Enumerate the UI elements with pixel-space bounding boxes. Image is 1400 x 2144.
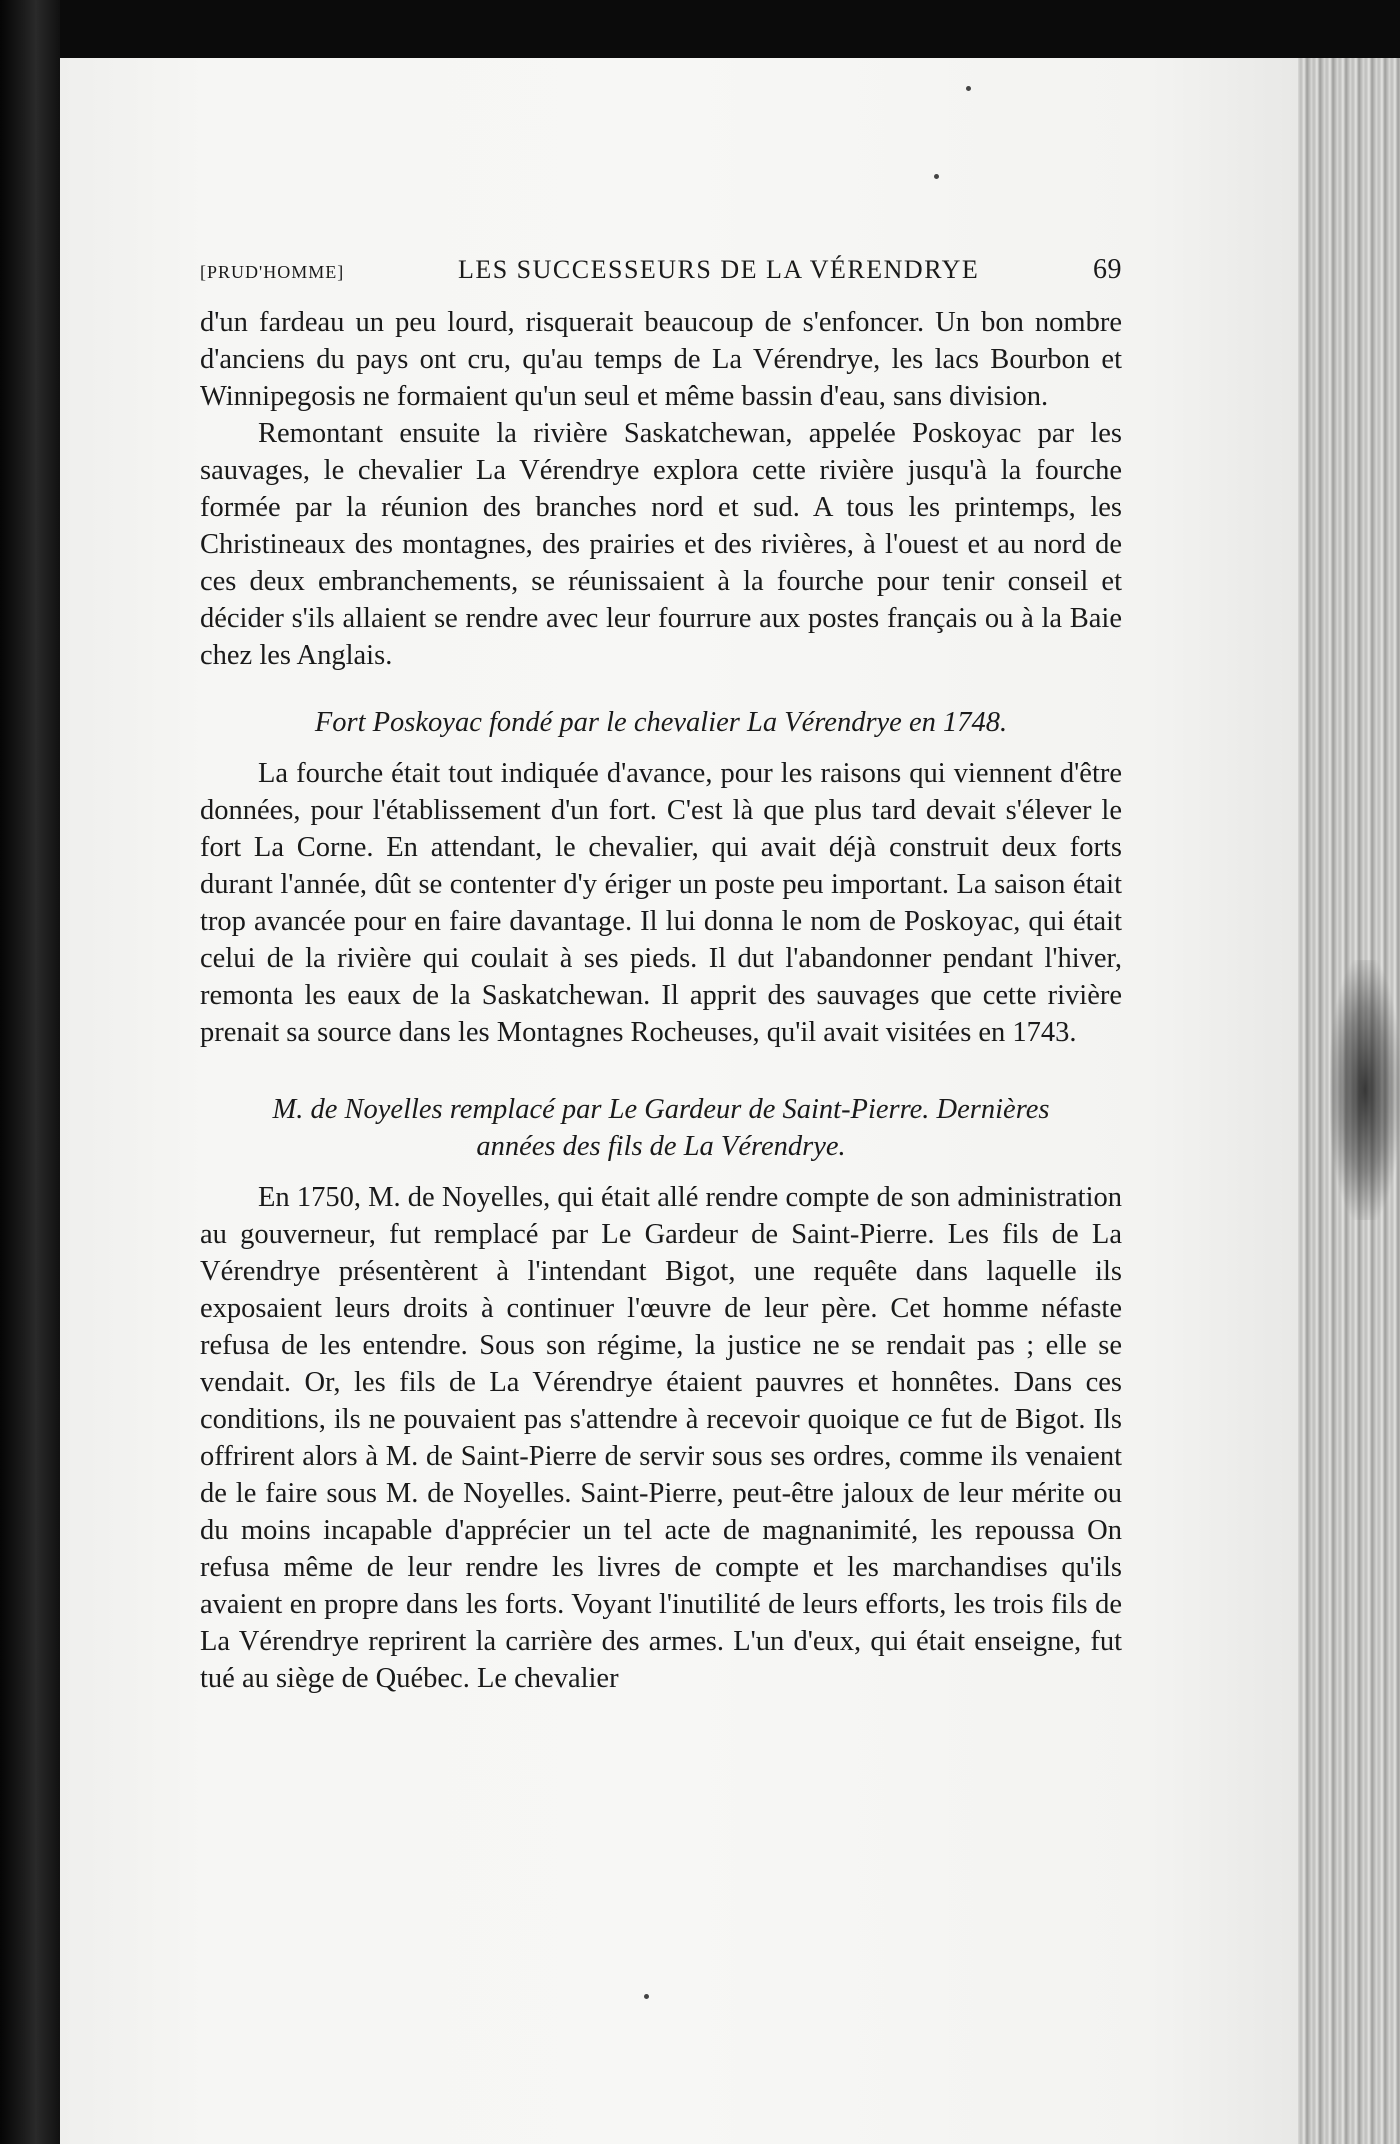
section-heading-line: M. de Noyelles remplacé par Le Gardeur de Saint-Pierre. Dernières xyxy=(272,1094,1050,1125)
paragraph: La fourche était tout indiquée d'avance, pour les raisons qui viennent d'être données, pour l'établissement d'un fort. C'est là que plus tard devait s'élever le fort La Corne. En attendant, le chevalier, qui avait déjà construit deux forts durant l'année, dût se contenter d'y ériger un poste peu important. La saison était trop avancée pour en faire davantage. Il lui donna le nom de Poskoyac, qui était celui de la rivière qui coulait à ses pieds. Il dut l'abandonner pendant l'hiver, remonta les eaux de la Saskatchewan. Il apprit des sauvages que cette rivière prenait sa source dans les Montagnes Rocheuses, qu'il avait visitées en 1743. xyxy=(200,758,1122,1048)
body-text xyxy=(200,304,1122,1697)
section-heading: Fort Poskoyac fondé par le chevalier La Vérendrye en 1748. xyxy=(314,707,1008,738)
film-border xyxy=(0,0,60,2144)
running-head-author: [PRUD'HOMME] xyxy=(200,262,345,282)
text-block xyxy=(200,254,1122,1697)
dust-speck xyxy=(644,1994,649,1999)
dust-speck xyxy=(966,86,971,91)
edge-stain xyxy=(1330,960,1400,1220)
running-head xyxy=(200,254,1122,286)
paragraph: Remontant ensuite la rivière Saskatchewan, appelée Poskoyac par les sauvages, le chevalier La Vérendrye explora cette rivière jusqu'à la fourche formée par la réunion des branches nord et sud. A tous les printemps, les Christineaux des montagnes, des prairies et des rivières, à l'ouest et au nord de ces deux embranchements, se réunissaient à la fourche pour tenir conseil et décider s'ils allaient se rendre avec leur fourrure aux postes français ou à la Baie chez les Anglais. xyxy=(200,418,1122,671)
running-head-title: LES SUCCESSEURS DE LA VÉRENDRYE xyxy=(457,255,980,284)
paragraph: d'un fardeau un peu lourd, risquerait beaucoup de s'enfoncer. Un bon nombre d'anciens du pays ont cru, qu'au temps de La Vérendrye, les lacs Bourbon et Winnipegosis ne formaient qu'un seul et même bassin d'eau, sans division. xyxy=(200,307,1122,412)
dust-speck xyxy=(934,174,939,179)
paragraph: En 1750, M. de Noyelles, qui était allé rendre compte de son administration au gouverneur, fut remplacé par Le Gardeur de Saint-Pierre. Les fils de La Vérendrye présentèrent à l'intendant Bigot, une requête dans laquelle ils exposaient leurs droits à continuer l'œuvre de leur père. Cet homme néfaste refusa de les entendre. Sous son régime, la justice ne se rendait pas ; elle se vendait. Or, les fils de La Vérendrye étaient pauvres et honnêtes. Dans ces conditions, ils ne pouvaient pas s'attendre à recevoir quoique ce fut de Bigot. Ils offrirent alors à M. de Saint-Pierre de servir sous ses ordres, comme ils venaient de le faire sous M. de Noyelles. Saint-Pierre, peut-être jaloux de leur mérite ou du moins incapable d'apprécier un tel acte de magnanimité, les repoussa On refusa même de leur rendre les livres de compte et les marchandises qu'ils avaient en propre dans les forts. Voyant l'inutilité de leurs efforts, les trois fils de La Vérendrye reprirent la carrière des armes. L'un d'eux, qui était enseigne, fut tué au siège de Québec. Le chevalier xyxy=(200,1182,1122,1694)
page-number: 69 xyxy=(1092,254,1122,285)
section-heading-line: années des fils de La Vérendrye. xyxy=(476,1131,846,1162)
